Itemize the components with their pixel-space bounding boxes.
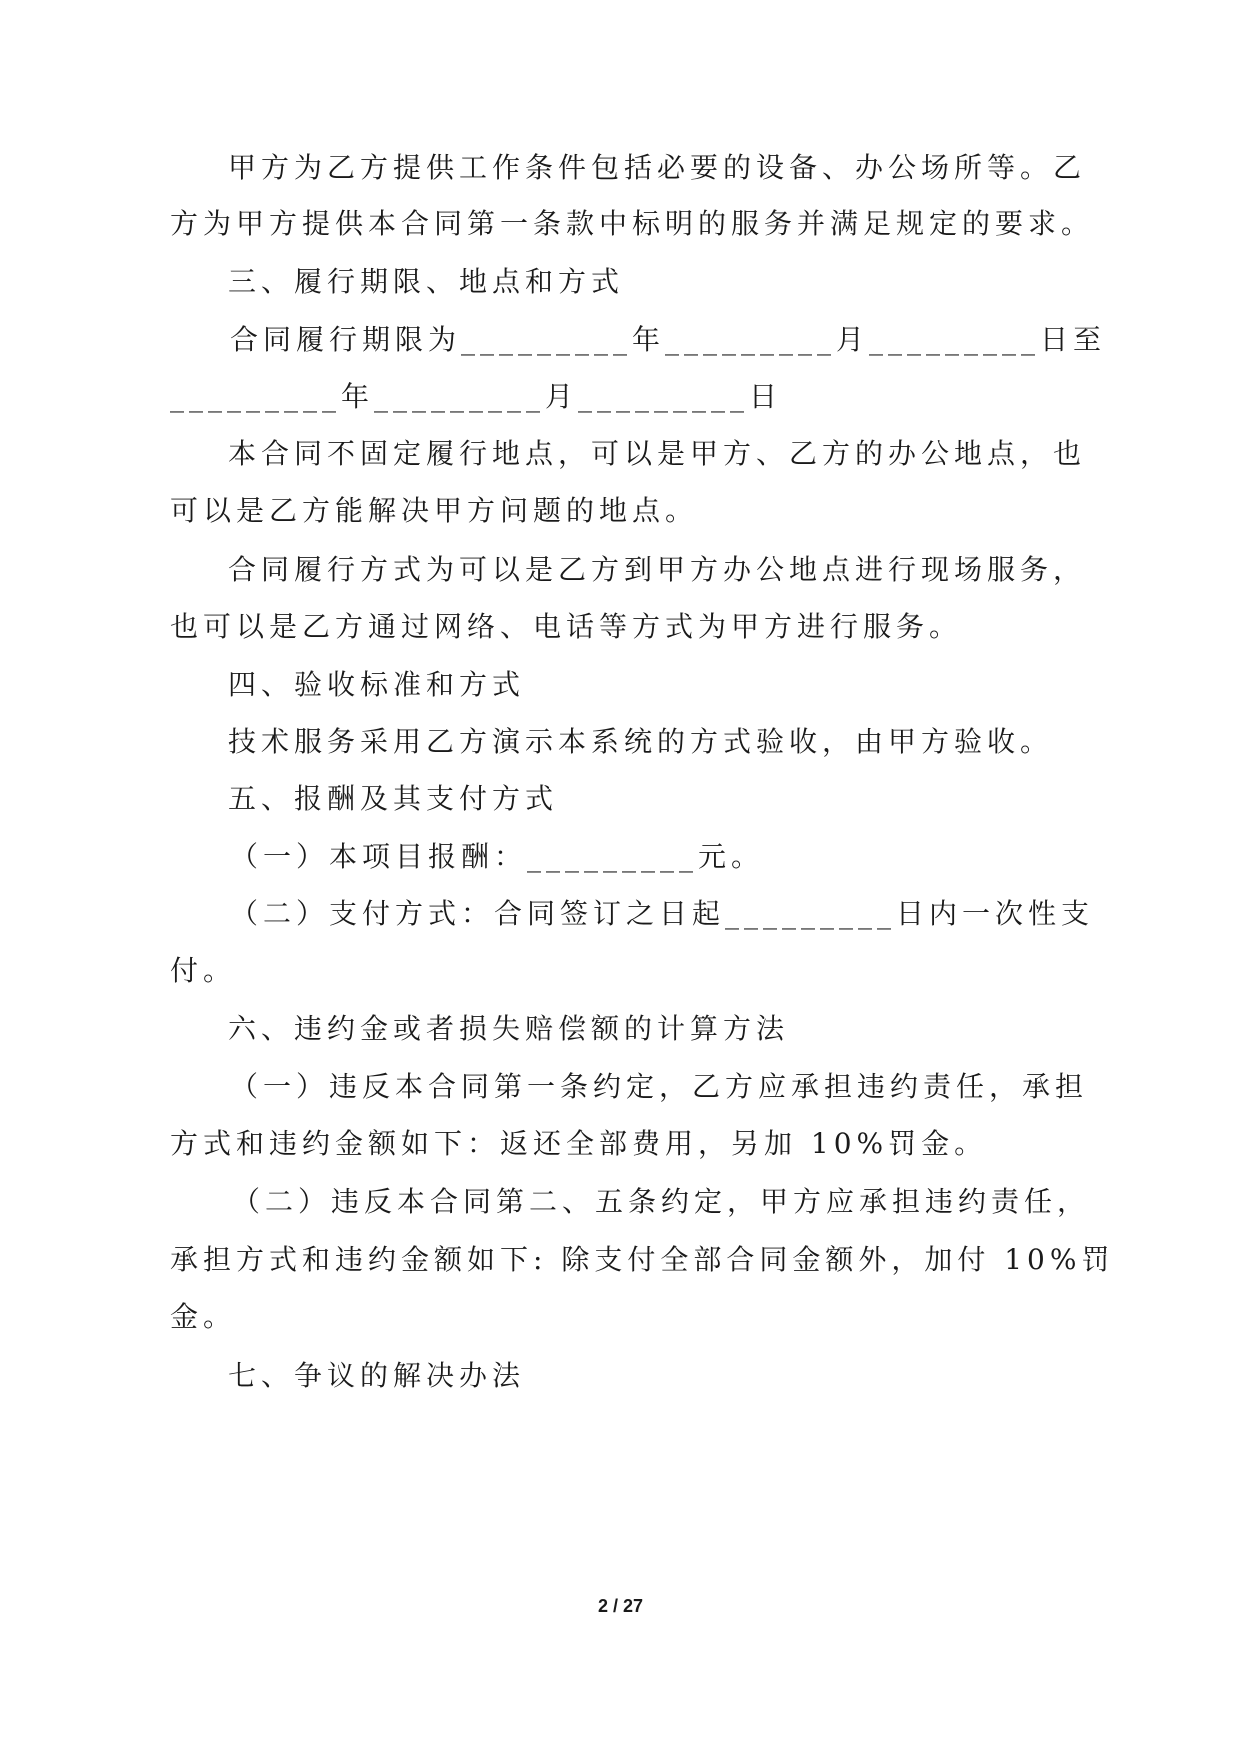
section-heading (228, 262, 624, 302)
text: 技术服务采用乙方演示本系统的方式验收，由甲方验收。 (228, 725, 1054, 758)
text: 方为甲方提供本合同第一条款中标明的服务并满足规定的要求。 (170, 207, 1095, 240)
text: （一）违反本合同第一条约定，乙方应承担违约责任，承担 (230, 1070, 1089, 1103)
paragraph-line (230, 320, 1106, 360)
text: 甲方为乙方提供工作条件包括必要的设备、办公场所等。乙 (228, 151, 1087, 184)
paragraph-line (228, 550, 1086, 590)
paragraph-line (230, 894, 1094, 934)
paragraph-line (170, 1297, 236, 1337)
text: 也可以是乙方通过网络、电话等方式为甲方进行服务。 (170, 610, 963, 643)
text: 可以是乙方能解决甲方问题的地点。 (170, 494, 699, 527)
page-number: 2 / 27 (597, 1596, 644, 1616)
text: 七、争议的解决办法 (228, 1359, 526, 1392)
text: 六、违约金或者损失赔偿额的计算方法 (228, 1012, 790, 1045)
paragraph-line (228, 148, 1086, 188)
paragraph-line (170, 1124, 987, 1164)
paragraph-line (228, 434, 1086, 474)
paragraph-line (170, 204, 1094, 244)
text: 付。 (170, 954, 237, 987)
paragraph-line (228, 722, 1053, 762)
text: 五、报酬及其支付方式 (228, 782, 559, 815)
section-heading (228, 665, 525, 705)
text: 四、验收标准和方式 (228, 668, 526, 701)
paragraph-line (230, 837, 764, 877)
text: 三、履行期限、地点和方式 (228, 265, 625, 298)
paragraph-line (170, 607, 962, 647)
text: 本合同不固定履行地点，可以是甲方、乙方的办公地点，也 (228, 437, 1087, 470)
text: 金。 (170, 1300, 237, 1333)
paragraph-line (230, 1067, 1088, 1107)
paragraph-line (170, 491, 698, 531)
paragraph-line (170, 951, 236, 991)
text: _________年_________月_________日 (170, 380, 783, 413)
paragraph-line (170, 1240, 1114, 1280)
text: 合同履行方式为可以是乙方到甲方办公地点进行现场服务， (228, 553, 1087, 586)
paragraph-line (232, 1182, 1090, 1222)
section-heading (228, 1356, 525, 1396)
text: 合同履行期限为_________年_________月_________日至 (230, 323, 1107, 356)
paragraph-line (170, 377, 782, 417)
section-heading (228, 779, 558, 819)
text: （一）本项目报酬：_________元。 (230, 840, 765, 873)
text: （二）违反本合同第二、五条约定，甲方应承担违约责任， (232, 1185, 1091, 1218)
section-heading (228, 1009, 789, 1049)
text: 方式和违约金额如下：返还全部费用，另加 10%罚金。 (170, 1127, 988, 1160)
text: （二）支付方式：合同签订之日起_________日内一次性支 (230, 897, 1095, 930)
text: 承担方式和违约金额如下: 除支付全部合同金额外，加付 10%罚 (170, 1243, 1115, 1276)
